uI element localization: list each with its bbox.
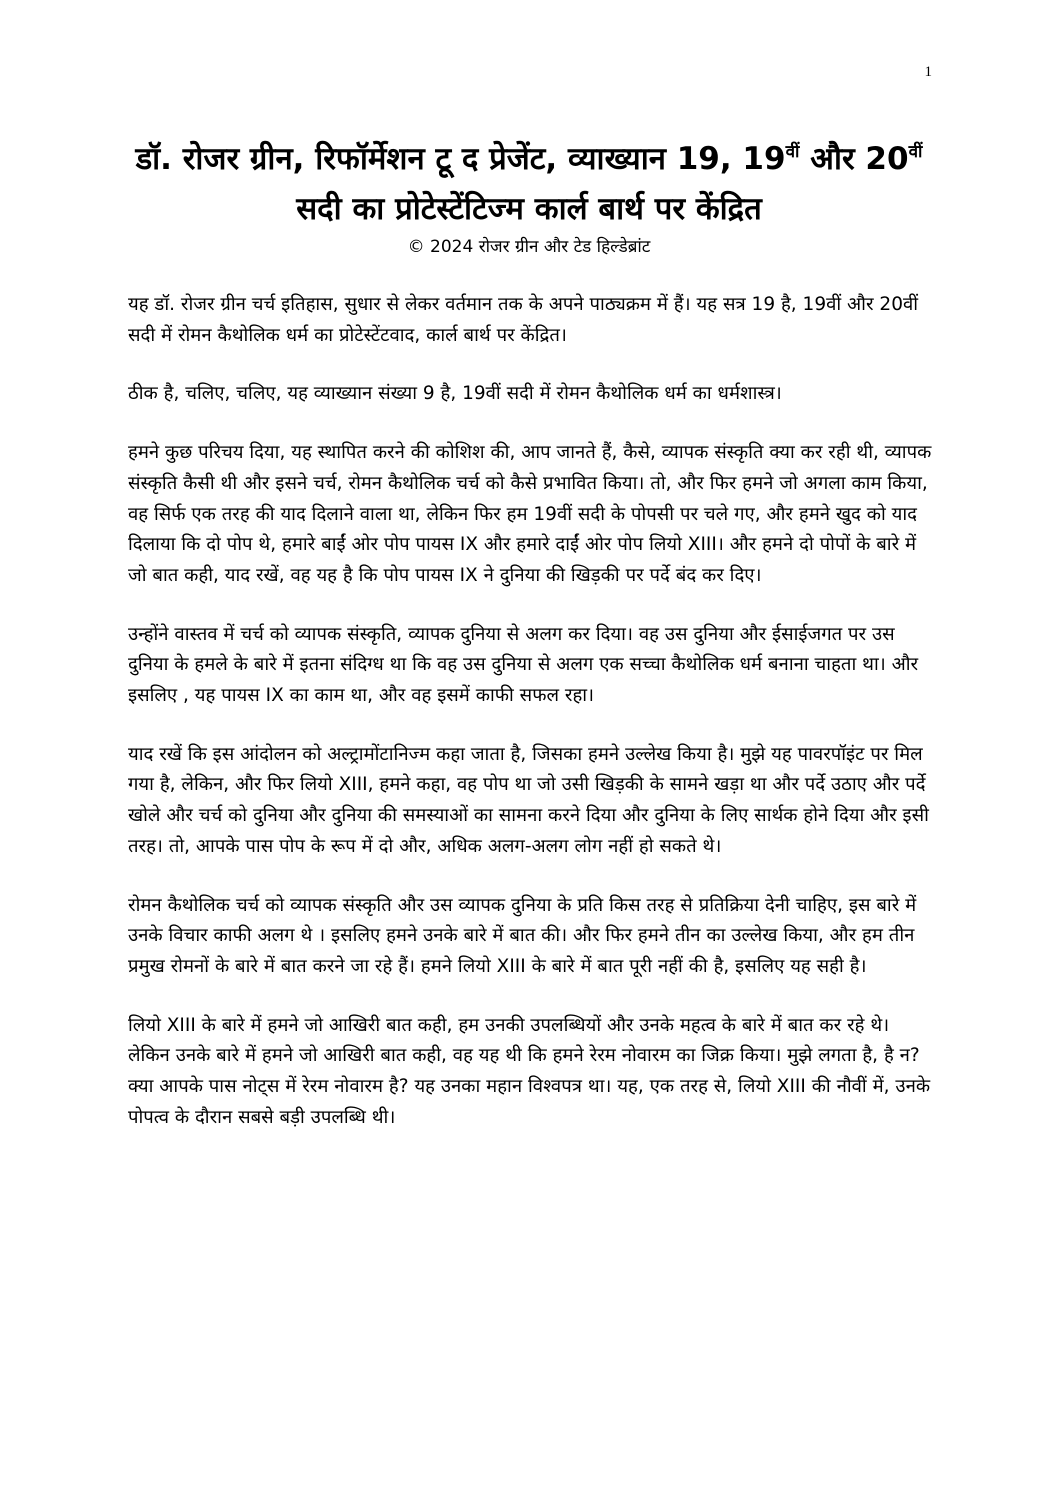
paragraph-2: ठीक है, चलिए, चलिए, यह व्याख्यान संख्या 9 है, 19वीं सदी में रोमन कैथोलिक धर्म का धर्मशास्त्र। [128, 383, 782, 405]
transcript-body [128, 290, 934, 1161]
page-title [110, 134, 948, 234]
paragraph-7: लियो XIII के बारे में हमने जो आखिरी बात कही, हम उनकी उपलब्धियों और उनके महत्व के बारे में बात कर रहे थे। लेकिन उनके बारे में हमने जो आखिरी बात कही, वह यह थी कि हमने रेरम नोवारम का जिक्र किया। मुझे लगता है, है न? क्या आपके पास नोट्स में रेरम नोवारम है? यह उनका महान विश्वपत्र था। यह, एक तरह से, लियो XIII की नौवीं में, उनके पोपत्व के दौरान सबसे बड़ी उपलब्धि थी। [128, 1014, 931, 1128]
title-superscript-2: वीं [908, 142, 923, 162]
title-superscript-1: वीं [785, 142, 800, 162]
paragraph-6: रोमन कैथोलिक चर्च को व्यापक संस्कृति और उस व्यापक दुनिया के प्रति किस तरह से प्रतिक्रिया देनी चाहिए, इस बारे में उनके विचार काफी अलग थे । इसलिए हमने उनके बारे में बात की। और फिर हमने तीन का उल्लेख किया, और हम तीन प्रमुख रोमनों के बारे में बात करने जा रहे हैं। हमने लियो XIII के बारे में बात पूरी नहीं की है, इसलिए यह सही है। [128, 894, 917, 977]
paragraph-4: उन्होंने वास्तव में चर्च को व्यापक संस्कृति, व्यापक दुनिया से अलग कर दिया। वह उस दुनिया और ईसाईजगत पर उस दुनिया के हमले के बारे में इतना संदिग्ध था कि वह उस दुनिया से अलग एक सच्चा कैथोलिक धर्म बनाना चाहता था। और इसलिए , यह पायस IX का काम था, और वह इसमें काफी सफल रहा। [128, 623, 919, 707]
title-part-1: डॉ. रोजर ग्रीन, रिफॉर्मेशन टू द प्रेजेंट, व्याख्यान 19, 19 [135, 141, 786, 177]
title-part-2: और 20 [799, 141, 909, 177]
paragraph-5: याद रखें कि इस आंदोलन को अल्ट्रामोंटानिज्म कहा जाता है, जिसका हमने उल्लेख किया है। मुझे यह पावरपॉइंट पर मिल गया है, लेकिन, और फिर लियो XIII, हमने कहा, वह पोप था जो उसी खिड़की के सामने खड़ा था और पर्दे उठाए और पर्दे खोले और चर्च को दुनिया और दुनिया की समस्याओं का सामना करने दिया और दुनिया के लिए सार्थक होने दिया और इसी तरह। तो, आपके पास पोप के रूप में दो और, अधिक अलग-अलग लोग नहीं हो सकते थे। [128, 743, 929, 857]
paragraph-1: यह डॉ. रोजर ग्रीन चर्च इतिहास, सुधार से लेकर वर्तमान तक के अपने पाठ्यक्रम में हैं। यह सत्र 19 है, 19वीं और 20वीं सदी में रोमन कैथोलिक धर्म का प्रोटेस्टेंटवाद, कार्ल बार्थ पर केंद्रित। [128, 294, 919, 346]
copyright-line: © 2024 रोजर ग्रीन और टेड हिल्डेब्रांट [407, 237, 651, 257]
title-part-3: सदी का प्रोटेस्टेंटिज्म कार्ल बार्थ पर केंद्रित [296, 191, 762, 227]
paragraph-3: हमने कुछ परिचय दिया, यह स्थापित करने की कोशिश की, आप जानते हैं, कैसे, व्यापक संस्कृति क्या कर रही थी, व्यापक संस्कृति कैसी थी और इसने चर्च, रोमन कैथोलिक चर्च को कैसे प्रभावित किया। तो, और फिर हमने जो अगला काम किया, वह सिर्फ एक तरह की याद दिलाने वाला था, लेकिन फिर हम 19वीं सदी के पोपसी पर चले गए, और हमने खुद को याद दिलाया कि दो पोप थे, हमारे बाईं ओर पोप पायस IX और हमारे दाईं ओर पोप लियो XIII। और हमने दो पोपों के बारे में जो बात कही, याद रखें, वह यह है कि पोप पायस IX ने दुनिया की खिड़की पर पर्दे बंद कर दिए। [128, 442, 932, 586]
page-number: 1 [924, 64, 932, 80]
